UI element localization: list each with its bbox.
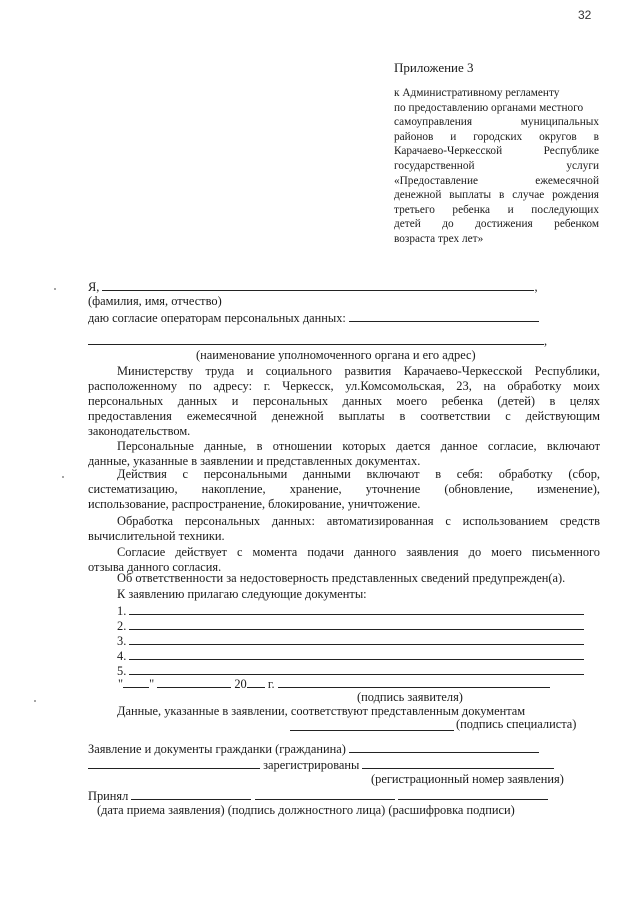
reg-number-caption: (регистрационный номер заявления) [371, 772, 564, 786]
registered-word: зарегистрированы [263, 758, 360, 772]
accept-date-field[interactable] [131, 788, 251, 800]
comma: , [544, 334, 548, 348]
appendix-body [394, 86, 599, 247]
p1-line: расположенному по адресу: г. Черкесск, ул.Комсомольская, 23, на обработку моих [88, 379, 600, 393]
appendix-line: по предоставлению органами местного [394, 101, 584, 114]
date-year-prefix: 20 [234, 677, 247, 691]
doc-row [117, 648, 629, 664]
p3-line: систематизацию, накопление, хранение, уточнение (обновление, изменение), [88, 482, 600, 496]
doc-field[interactable] [129, 648, 584, 660]
appendix-line: Карачаево-Черкесской Республике [394, 145, 599, 158]
org-row [88, 333, 600, 349]
p1-line: Министерству труда и социального развития Карачаево-Черкесской Республики, [117, 364, 600, 378]
sign-specialist-caption: (подпись специалиста) [456, 717, 577, 731]
date-quote: " [118, 677, 124, 691]
p1-line: персональных данных и персональных данных моего ребенка (детей) в целях [88, 394, 600, 408]
official-signature-field[interactable] [255, 788, 395, 800]
appendix-line: государственной услуги [394, 159, 599, 172]
citizen-name-field[interactable] [349, 741, 539, 753]
scan-speck [34, 700, 36, 702]
p4-line: Обработка персональных данных: автоматизированная с использованием средств [117, 514, 600, 528]
accepted-row [88, 788, 600, 804]
page-number: 32 [578, 8, 592, 22]
doc-number: 4. [117, 649, 127, 663]
appendix-line: «Предоставление ежемесячной [394, 174, 599, 187]
doc-row [117, 618, 629, 634]
date-month-field[interactable] [157, 676, 231, 688]
specialist-signature-line[interactable] [290, 730, 454, 731]
doc-row [117, 603, 629, 619]
fio-field[interactable] [102, 279, 534, 291]
citizen-name-field-2[interactable] [88, 757, 260, 769]
doc-field[interactable] [129, 633, 584, 645]
scan-speck [54, 288, 56, 290]
registered-intro: Заявление и документы гражданки (гражданина) [88, 742, 346, 756]
p4-line: вычислительной техники. [88, 529, 225, 543]
org-caption: (наименование уполномоченного органа и его адрес) [196, 348, 476, 362]
appendix-line: денежной выплаты в случае рождения [394, 189, 599, 202]
doc-number: 3. [117, 634, 127, 648]
signature-decoding-field[interactable] [398, 788, 548, 800]
p3-line: Действия с персональными данными включают в себя: обработку (сбор, [117, 467, 600, 481]
appendix-line: к Административному регламенту [394, 87, 560, 99]
doc-field[interactable] [129, 603, 584, 615]
match-text: Данные, указанные в заявлении, соответствуют представленным документам [117, 704, 526, 718]
consent-row [88, 310, 600, 326]
date-year-suffix: г. [267, 677, 275, 691]
org-field[interactable] [88, 333, 544, 345]
doc-number: 5. [117, 664, 127, 678]
ya-label: Я, [88, 280, 100, 294]
doc-row [117, 633, 629, 649]
consent-label: даю согласие операторам персональных данных: [88, 311, 346, 325]
appendix-line: самоуправления муниципальных [394, 116, 599, 129]
p1-line: законодательством. [88, 424, 191, 438]
accepted-caption: (дата приема заявления) (подпись должностного лица) (расшифровка подписи) [97, 803, 515, 817]
date-day-field[interactable] [123, 676, 149, 688]
appendix-title: Приложение 3 [394, 60, 474, 75]
comma: , [534, 280, 538, 294]
applicant-row [88, 279, 600, 295]
responsibility-text: Об ответственности за недостоверность представленных сведений предупрежден(а). [117, 571, 566, 585]
registered-row [88, 741, 600, 757]
p3-line: использование, распространение, блокирование, уничтожение. [88, 497, 421, 511]
appendix-line: районов и городских округов в [394, 130, 599, 143]
p5-line: отзыва данного согласия. [88, 560, 222, 574]
doc-number: 2. [117, 619, 127, 633]
date-year-field[interactable] [247, 676, 265, 688]
sign-applicant-caption: (подпись заявителя) [357, 690, 463, 704]
reg-number-field[interactable] [362, 757, 554, 769]
appendix-line: возраста трех лет» [394, 232, 484, 245]
scan-speck [62, 476, 64, 478]
registered-row-2 [88, 757, 600, 773]
applicant-signature-field[interactable] [278, 676, 550, 688]
p2-line: Персональные данные, в отношении которых дается данное согласие, включают [117, 439, 600, 453]
p5-line: Согласие действует с момента подачи данного заявления до моего письменного [117, 545, 600, 559]
doc-field[interactable] [129, 618, 584, 630]
p1-line: предоставления ежемесячной денежной выплаты в соответствии с действующим [88, 409, 600, 423]
fio-caption: (фамилия, имя, отчество) [88, 294, 222, 308]
operators-field[interactable] [349, 310, 539, 322]
accepted-label: Принял [88, 789, 129, 803]
docs-label: К заявлению прилагаю следующие документы: [117, 587, 367, 601]
doc-number: 1. [117, 604, 127, 618]
doc-field[interactable] [129, 663, 584, 675]
appendix-line: детей до достижения ребенком [394, 218, 599, 231]
appendix-line: третьего ребенка и последующих [394, 203, 599, 216]
p2-line: данные, указанные в заявлении и представленных документах. [88, 454, 421, 468]
date-quote: " [149, 677, 155, 691]
